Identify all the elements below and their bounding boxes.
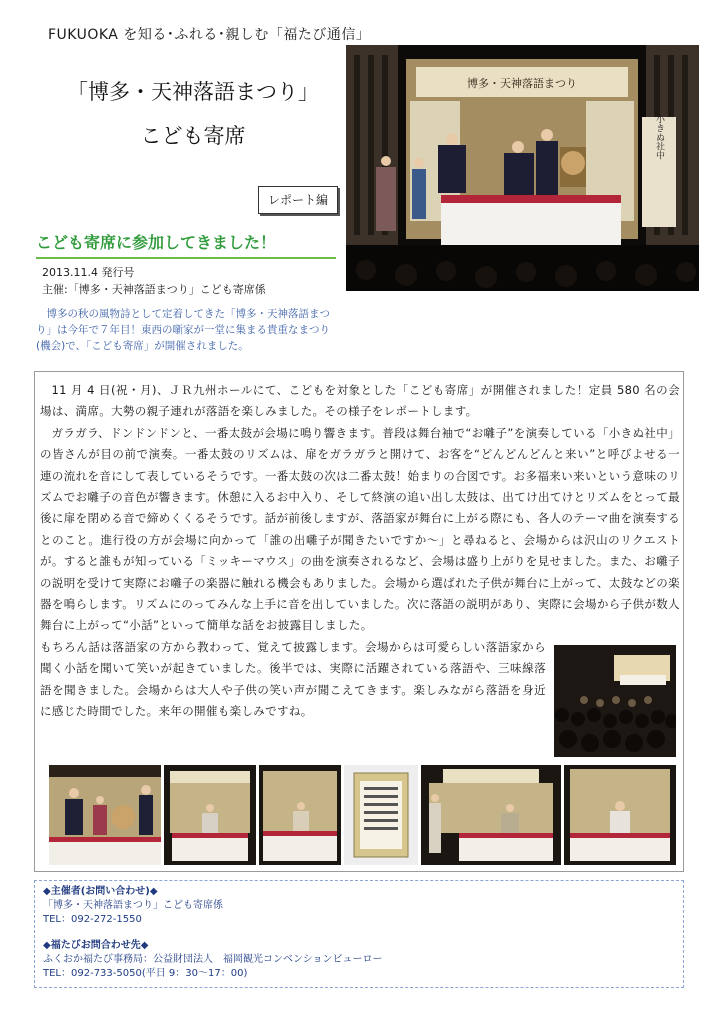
contact-name: 「博多・天神落語まつり」こども寄席係: [43, 900, 223, 911]
banner-text: 博多・天神落語まつり: [467, 77, 577, 90]
page-title: [58, 70, 328, 158]
article-paragraph-1: 11 月 4 日(祝・月)、ＪＲ九州ホールにて、こどもを対象とした「こども寄席」が開催されました！定員 580 名の会場は、満席。大勢の親子連れが落語を楽しみました。その様子をレポートします。: [40, 383, 680, 419]
intro-text: 博多の秋の風物詩として定着してきた「博多・天神落語まつり」は今年で７年目！東西の噺家が一堂に集まる貴重なまつり(機会)で、「こども寄席」が開催されました。: [36, 308, 330, 352]
issue-date: 2013.11.4 発行号: [42, 266, 135, 279]
noren-text: 小きぬ社中: [654, 114, 664, 160]
organizer: 主催:「博多・天神落語まつり」こども寄席係: [42, 283, 266, 296]
strip-photo-4: [344, 765, 418, 865]
contact-footer: [34, 880, 684, 988]
strip-photo-2: [164, 765, 256, 865]
stage-main-photo: [346, 45, 699, 291]
title-line-1: 「博多・天神落語まつり」: [67, 80, 319, 104]
tabi-heading: ◆福たびお問合わせ先◆: [43, 940, 149, 951]
article-paragraph-2: ガラガラ、ドンドンドンと、一番太鼓が会場に鳴り響きます。普段は舞台袖で“お囃子”を演奏している「小きぬ社中」の皆さんが目の前で演奏。一番太鼓のリズムは、扉をガラガラと開けて、お客を“どんどんどんと来い”と呼びよせる一連の流れを音にして表しているそうです。一番太鼓の次は二番太鼓！始まりの合図です。お多福来い来いという意味のリズムでお囃子の音色が響きます。休憩に入るお中入り、そして終演の追い出し太鼓は、出てけ出てけとリズムをとって最後に扉を閉める音で締めくくるそうです。話が前後しますが、落語家が舞台に上がる際にも、各人のテーマ曲を演奏するとのこと。進行役の方が会場に向かって「誰の出囃子が聞きたいですか～」と尋ねると、会場からは沢山のリクエストが。すると誰もが知っている「ミッキーマウス」の曲を演奏されるなど、会場は盛り上がりを見せました。また、お囃子の説明を受けて実際にお囃子の楽器に触れる機会もありました。会場から選ばれた子供が舞台に上がって、太鼓などの楽器を鳴らします。リズムにのってみんな上手に音を出していました。次に落語の説明があり、実際に会場から子供が数人舞台に上がって“小話”といって簡単な話をお披露目しました。: [40, 425, 680, 633]
section-heading: こども寄席に参加してきました！: [36, 229, 336, 259]
audience-photo: [554, 645, 676, 757]
tabi-tel: TEL：092-733-5050(平日 9：30～17：00): [43, 968, 248, 979]
report-badge: レポート編: [258, 186, 338, 214]
tabi-office: ふくおか福たび事務局：公益財団法人 福岡観光コンベンションビューロー: [43, 954, 383, 965]
strip-photo-3: [259, 765, 341, 865]
title-line-2: こども寄席: [140, 124, 246, 148]
contact-tel: TEL：092-272-1550: [43, 914, 142, 925]
contact-heading: ◆主催者(お問い合わせ)◆: [43, 886, 158, 897]
newsletter-topline: FUKUOKA を知る･ふれる･親しむ「福たび通信」: [48, 27, 371, 43]
strip-photo-6: [564, 765, 676, 865]
strip-photo-5: [421, 765, 561, 865]
article-paragraph-3: もちろん話は落語家の方から教わって、覚えて披露します。会場からは可愛らしい落語家から聞く小話を聞いて笑いが起きていました。後半では、実際に活躍されている落語や、三味線落語を聞きました。会場からは大人や子供の笑い声が聞こえてきます。楽しみながら落語を身近に感じた時間でした。来年の開催も楽しみですね。: [40, 639, 546, 719]
strip-photo-1: [49, 765, 161, 865]
issue-meta: [42, 264, 266, 298]
